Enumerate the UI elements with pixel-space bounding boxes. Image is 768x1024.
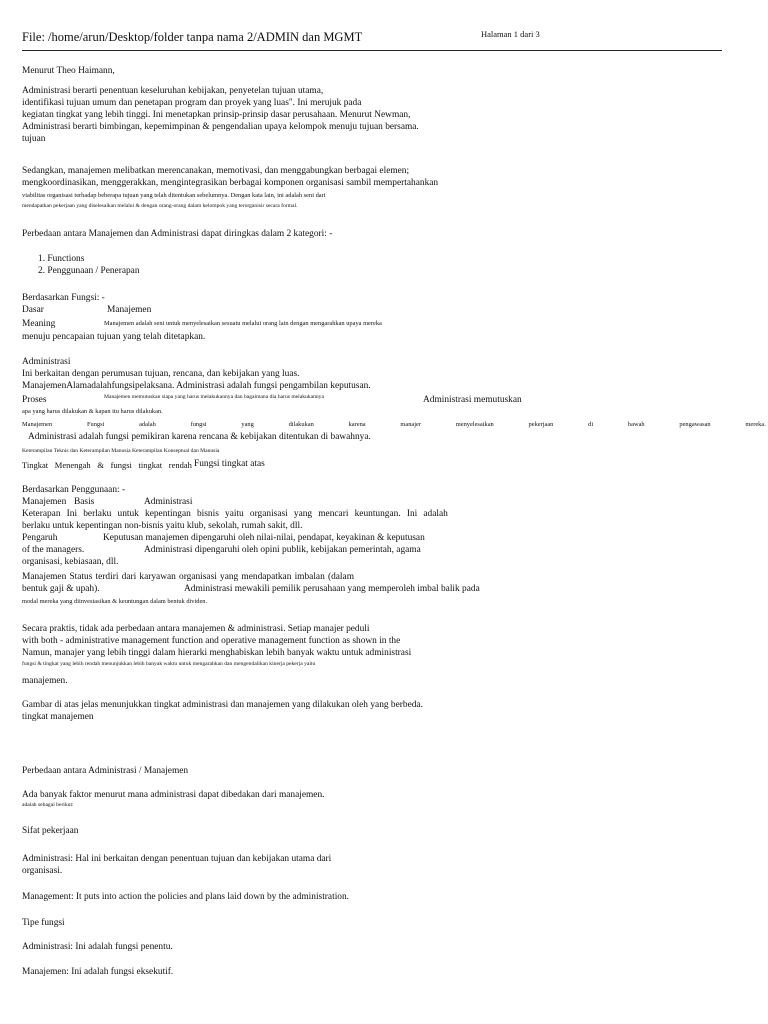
column-label: Basis — [74, 497, 95, 507]
subheading: Sifat pekerjaan — [22, 826, 79, 836]
paragraph-line: Secara praktis, tidak ada perbedaan antara manajemen & administrasi. Setiap manajer peduli — [22, 624, 370, 634]
paragraph-line: Administrasi: Hal ini berkaitan dengan penentuan tujuan dan kebijakan utama dari — [22, 854, 332, 864]
small-line: viabilitas organisasi terhadap beberapa tujuan yang telah ditentukan sebelumnya. Dengan kata lain, ini adalah seni dari — [22, 192, 326, 199]
paragraph-line: Administrasi: Ini adalah fungsi penentu. — [22, 942, 173, 952]
paragraph-line: Gambar di atas jelas menunjukkan tingkat administrasi dan manajemen yang dilakukan oleh yang berbeda. — [22, 700, 423, 710]
paragraph-line: kegiatan tingkat yang lebih tinggi. Ini menetapkan prinsip-prinsip dasar perusahaan. Menurut Newman, — [22, 110, 411, 120]
paragraph-line: Ada banyak faktor menurut mana administrasi dapat dibedakan dari manajemen. — [22, 790, 325, 800]
header-divider — [22, 50, 722, 51]
justified-line: Manajemen Status terdiri dari karyawan organisasi yang mendapatkan imbalan (dalam — [22, 572, 354, 582]
paragraph-line: Management: It puts into action the policies and plans laid down by the administration. — [22, 892, 350, 902]
page-number: Halaman 1 dari 3 — [481, 29, 540, 39]
small-line: apa yang harus dilakukan & kapan itu harus dilakukan. — [22, 408, 163, 415]
section-heading: Perbedaan antara Administrasi / Manajemen — [22, 766, 189, 776]
paragraph-line: Ini berkaitan dengan perumusan tujuan, rencana, dan kebijakan yang luas. — [22, 369, 300, 379]
paragraph-line: organisasi. — [22, 866, 63, 876]
paragraph-line: organisasi, kebiasaan, dll. — [22, 557, 119, 567]
row-label: Pengaruh — [22, 533, 58, 543]
paragraph-line: of the managers. — [22, 545, 85, 555]
justified-line: Tingkat Menengah & fungsi tingkat rendah — [22, 460, 192, 470]
paragraph-line: menuju pencapaian tujuan yang telah ditetapkan. — [22, 332, 206, 342]
paragraph-line: Fungsi tingkat atas — [194, 459, 265, 469]
paragraph-line: Administrasi adalah fungsi pemikiran karena rencana & kebijakan ditentukan di bawahnya. — [28, 432, 371, 442]
paragraph-line: Administrasi berarti penentuan keseluruhan kebijakan, penyetelan tujuan utama, — [22, 86, 324, 96]
paragraph-line: Manajemen: Ini adalah fungsi eksekutif. — [22, 967, 174, 977]
section-heading: Perbedaan antara Manajemen dan Administrasi dapat diringkas dalam 2 kategori: - — [22, 229, 333, 239]
paragraph-line: Sedangkan, manajemen melibatkan merencanakan, memotivasi, dan menggabungkan berbagai elemen; — [22, 166, 410, 176]
justified-line: Manajemen Alam adalah fungsi pelaksana. Administrasi adalah fungsi pengambilan keputusan. — [22, 381, 371, 391]
paragraph-line: Administrasi berarti bimbingan, kepemimpinan & pengendalian upaya kelompok menuju tujuan bersama. — [22, 122, 419, 132]
paragraph-line: tujuan — [22, 134, 46, 144]
paragraph-line: Administrasi dipengaruhi oleh opini publik, kebijakan pemerintah, agama — [144, 545, 421, 555]
paragraph-line: bentuk gaji & upah). — [22, 584, 100, 594]
column-label: Manajemen — [22, 497, 67, 507]
paragraph-line: Administrasi memutuskan — [423, 395, 522, 405]
justified-line: Manajemen Fungsi adalah fungsi yang dilakukan karena manajer menyelesaikan pekerjaan di bawah pengawasan mereka. — [22, 421, 766, 428]
section-heading: Berdasarkan Penggunaan: - — [22, 485, 126, 495]
paragraph-line: Administrasi mewakili pemilik perusahaan yang memperoleh imbal balik pada — [184, 584, 480, 594]
paragraph-line: with both - administrative management function and operative management function as shown in the — [22, 636, 401, 646]
list-item: 2. Penggunaan / Penerapan — [38, 266, 140, 276]
paragraph-line: Keputusan manajemen dipengaruhi oleh nilai-nilai, pendapat, keyakinan & keputusan — [103, 533, 425, 543]
paragraph-line: berlaku untuk kepentingan non-bisnis yaitu klub, sekolah, rumah sakit, dll. — [22, 521, 303, 531]
column-label: Dasar — [22, 305, 44, 315]
list-item: 1. Functions — [38, 254, 85, 264]
paragraph-line: mengkoordinasikan, menggerakkan, mengintegrasikan berbagai komponen organisasi sambil mempertahankan — [22, 178, 439, 188]
paragraph-line: manajemen. — [22, 676, 68, 686]
subheading: Tipe fungsi — [22, 918, 65, 928]
column-label: Manajemen — [107, 305, 152, 315]
row-label: Meaning — [22, 319, 56, 329]
small-line: adalah sebagai berikut: — [22, 802, 74, 808]
row-label: Administrasi — [22, 357, 71, 367]
justified-line: Keterapan Ini berlaku untuk kepentingan bisnis yaitu organisasi yang mencari keuntungan. Ini adalah — [22, 509, 448, 519]
small-line: Manajemen adalah seni untuk menyelesaikan sesuatu melalui orang lain dengan mengarahkan upaya mereka — [104, 320, 382, 327]
file-path-header: File: /home/arun/Desktop/folder tanpa nama 2/ADMIN dan MGMT — [22, 30, 363, 44]
section-heading: Berdasarkan Fungsi: - — [22, 293, 105, 303]
small-line: mendapatkan pekerjaan yang diselesaikan melalui & dengan orang-orang dalam kelompok yang terorganisir secara formal. — [22, 203, 298, 209]
row-label: Proses — [22, 395, 47, 405]
paragraph-line: tingkat manajemen — [22, 712, 94, 722]
small-line: fungsi & tingkat yang lebih rendah menunjukkan lebih banyak waktu untuk mengarahkan dan mengendalikan kinerja pekerja yaitu — [22, 661, 316, 667]
small-line: modal mereka yang diinvestasikan & keuntungan dalam bentuk dividen. — [22, 598, 208, 605]
small-line: Manajemen memutuskan siapa yang harus melakukannya dan bagaimana dia harus melakukannya — [104, 394, 324, 400]
paragraph-line: identifikasi tujuan umum dan penetapan program dan proyek yang luas". Ini merujuk pada — [22, 98, 362, 108]
column-label: Administrasi — [144, 497, 193, 507]
paragraph-line: Namun, manajer yang lebih tinggi dalam hierarki menghabiskan lebih banyak waktu untuk administrasi — [22, 648, 412, 658]
author-line: Menurut Theo Haimann, — [22, 66, 115, 76]
small-line: Keterampilan Teknis dan Keterampilan Manusia Keterampilan Konseptual dan Manusia — [22, 448, 220, 454]
